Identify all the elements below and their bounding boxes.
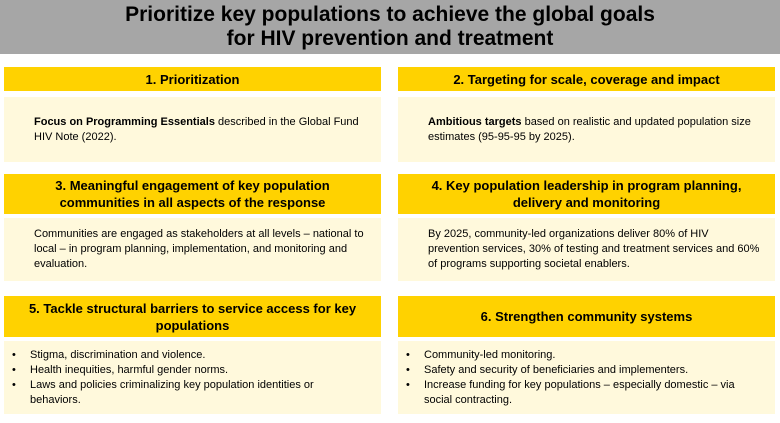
card-body: [398, 341, 775, 414]
card-key-population-leadership: [398, 174, 775, 281]
card-community-systems: [398, 296, 775, 414]
card-body: [398, 97, 775, 162]
card-structural-barriers: [4, 296, 381, 414]
card-targeting: [398, 67, 775, 162]
list-item: • Stigma, discrimination and violence.: [12, 348, 367, 363]
list-item: • Community-led monitoring.: [406, 348, 761, 363]
card-text: By 2025, community-led organizations deliver 80% of HIV prevention services, 30% of testing and treatment services and 60% of programs supporting societal enablers.: [428, 228, 760, 270]
card-heading: 6. Strengthen community systems: [398, 296, 775, 337]
list-item: • Health inequities, harmful gender norms.: [12, 363, 367, 378]
card-text-bold: Ambitious targets: [428, 115, 522, 128]
card-body: [4, 97, 381, 162]
card-meaningful-engagement: [4, 174, 381, 281]
card-prioritization: [4, 67, 381, 162]
bullet-list: [406, 348, 761, 408]
card-text-rest: described in the Global Fund HIV Note (2022).: [34, 115, 359, 143]
list-item: • Laws and policies criminalizing key population identities or behaviors.: [12, 378, 367, 408]
title-bar: [0, 0, 780, 54]
card-heading: 4. Key population leadership in program planning, delivery and monitoring: [398, 174, 775, 214]
card-heading: 3. Meaningful engagement of key population communities in all aspects of the response: [4, 174, 381, 214]
list-item: • Increase funding for key populations – especially domestic – via social contracting.: [406, 378, 761, 408]
page-title: Prioritize key populations to achieve the global goals for HIV prevention and treatment: [125, 3, 655, 50]
card-text: [34, 115, 367, 145]
card-heading: 5. Tackle structural barriers to service access for key populations: [4, 296, 381, 337]
card-text-rest: based on realistic and updated population size estimates (95-95-95 by 2025).: [428, 115, 751, 143]
list-item: • Safety and security of beneficiaries and implementers.: [406, 363, 761, 378]
card-body: [4, 218, 381, 281]
card-body: [4, 341, 381, 414]
card-body: [398, 218, 775, 281]
card-text-bold: Focus on Programming Essentials: [34, 115, 215, 128]
card-heading: 1. Prioritization: [4, 67, 381, 91]
card-heading: 2. Targeting for scale, coverage and impact: [398, 67, 775, 91]
bullet-list: [12, 348, 367, 408]
card-text: Communities are engaged as stakeholders at all levels – national to local – in program planning, implementation, and monitoring and evaluation.: [34, 228, 364, 270]
card-text: [428, 115, 761, 145]
